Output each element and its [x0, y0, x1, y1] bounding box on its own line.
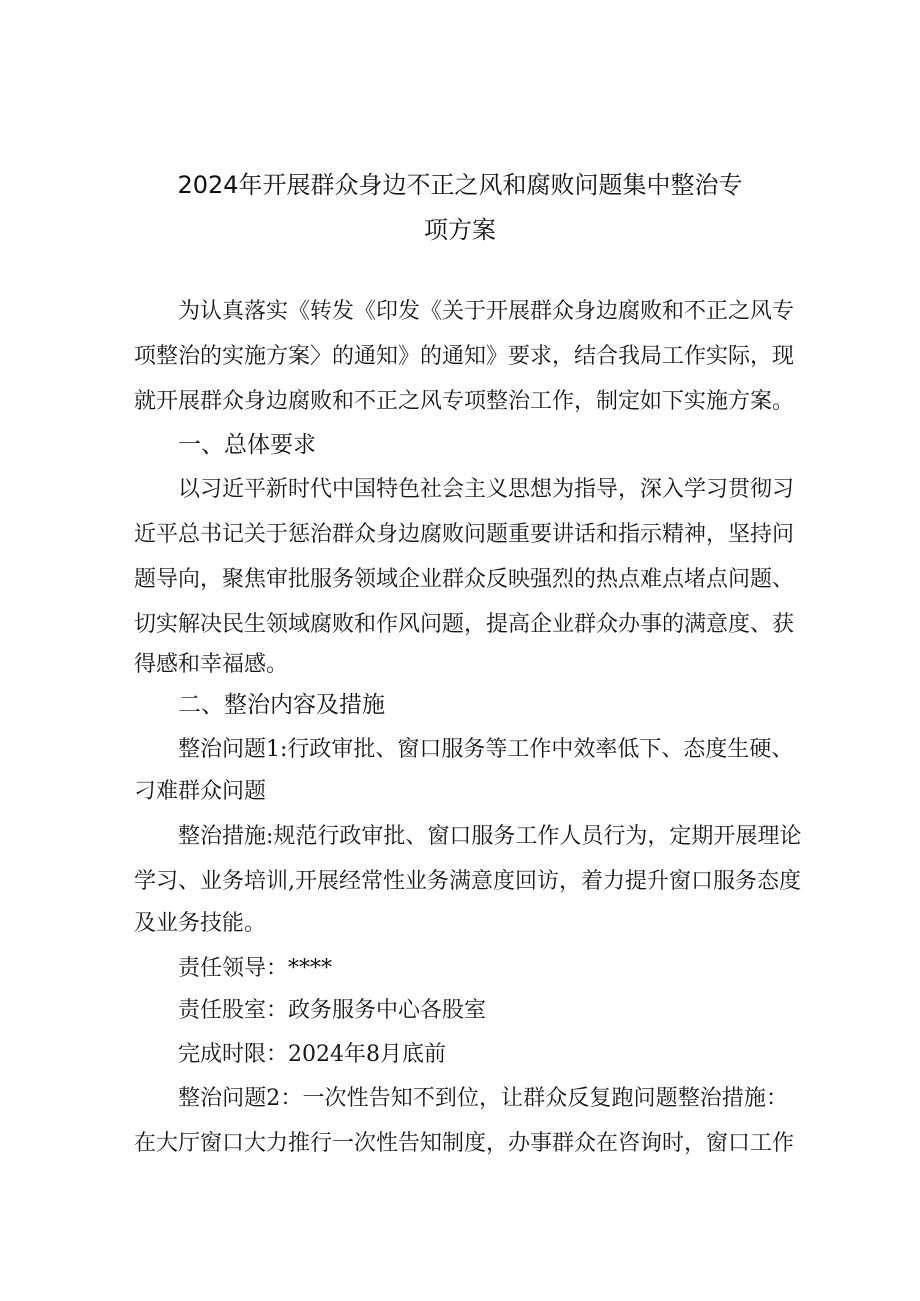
section-1-line-5: 得感和幸福感。	[134, 652, 289, 677]
problem-1-line-2: 刁难群众问题	[134, 779, 267, 804]
problem-1-line-1: 整治问题1:行政审批、窗口服务等工作中效率低下、态度生硬、	[178, 737, 794, 762]
section-1-heading: 一、总体要求	[178, 432, 316, 458]
measure-1-line-2: 学习、业务培训,开展经常性业务满意度回访，着力提升窗口服务态度	[134, 869, 801, 894]
intro-line-2: 项整治的实施方案〉的通知》的通知》要求，结合我局工作实际，现	[134, 344, 795, 369]
section-1-line-3: 题导向，聚焦审批服务领域企业群众反映强烈的热点难点堵点问题、	[134, 567, 795, 592]
problem-2-line-2: 在大厅窗口大力推行一次性告知制度，办事群众在咨询时，窗口工作	[134, 1131, 795, 1156]
responsible-leader: 责任领导：****	[178, 956, 333, 981]
document-title-line-2: 项方案	[424, 216, 496, 244]
responsible-office: 责任股室：政务服务中心各股室	[178, 998, 487, 1023]
measure-1-line-1: 整治措施:规范行政审批、窗口服务工作人员行为，定期开展理论	[178, 824, 802, 849]
intro-line-3: 就开展群众身边腐败和不正之风专项整治工作，制定如下实施方案。	[134, 389, 795, 414]
section-2-heading: 二、整治内容及措施	[178, 692, 385, 718]
section-1-line-1: 以习近平新时代中国特色社会主义思想为指导，深入学习贯彻习	[178, 477, 795, 502]
problem-2-line-1: 整治问题2：一次性告知不到位，让群众反复跑问题整治措施：	[178, 1086, 788, 1111]
section-1-line-4: 切实解决民生领域腐败和作风问题，提高企业群众办事的满意度、获	[134, 612, 795, 637]
measure-1-line-3: 及业务技能。	[134, 911, 267, 936]
completion-deadline: 完成时限：2024年8月底前	[178, 1042, 446, 1067]
intro-line-1: 为认真落实《转发《印发《关于开展群众身边腐败和不正之风专	[178, 299, 795, 324]
document-title-line-1: 2024年开展群众身边不正之风和腐败问题集中整治专	[177, 171, 743, 199]
section-1-line-2: 近平总书记关于惩治群众身边腐败问题重要讲话和指示精神，坚持问	[134, 522, 795, 547]
